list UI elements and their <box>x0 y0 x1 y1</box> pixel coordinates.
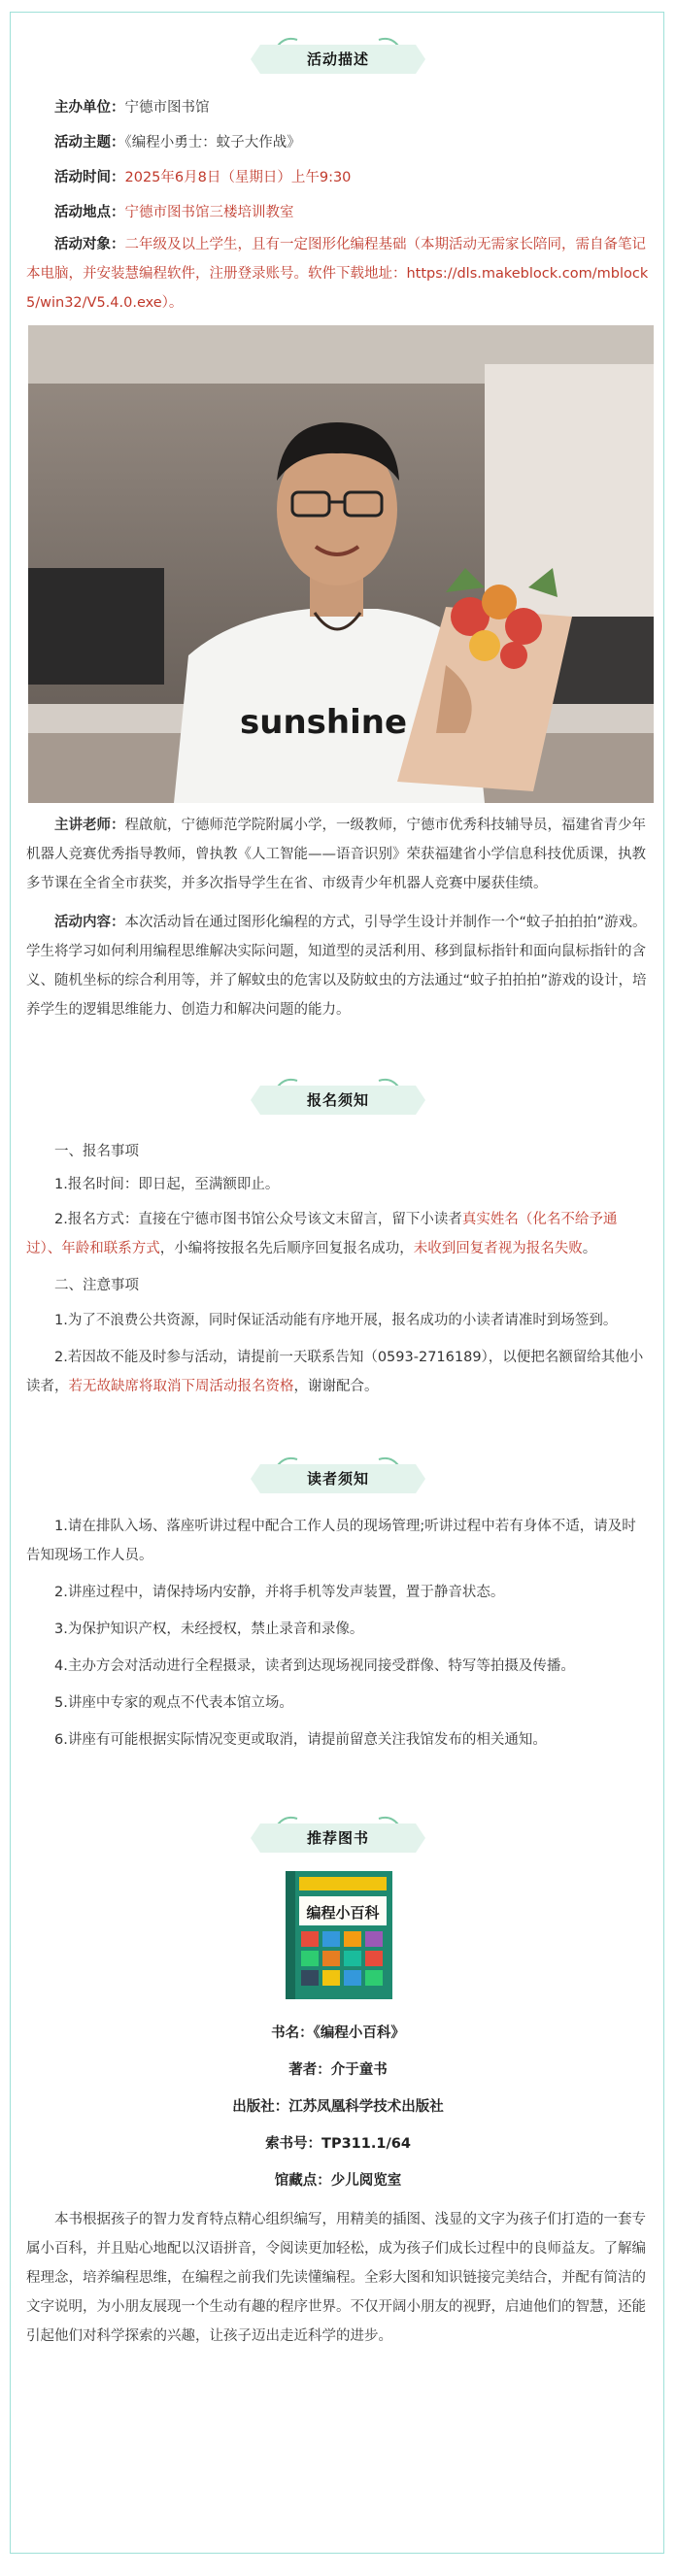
theme-value: 《编程小勇士：蚊子大作战》 <box>124 135 301 151</box>
organizer-row <box>26 90 650 125</box>
book-publisher: 出版社：江苏凤凰科学技术出版社 <box>232 2099 444 2115</box>
book-location: 馆藏点：少儿阅览室 <box>274 2173 402 2189</box>
teacher-paragraph <box>26 811 650 898</box>
place-label: 活动地点： <box>54 205 125 220</box>
teacher-label: 主讲老师： <box>54 818 125 833</box>
section-heading-reader <box>260 1455 416 1496</box>
signup-part1-title: 一、报名事项 <box>54 1144 139 1159</box>
book-author: 著者：介于童书 <box>288 2062 388 2078</box>
time-value: 2025年6月8日（星期日）上午9:30 <box>124 170 352 185</box>
book-cover-title: 编程小百科 <box>306 1904 380 1922</box>
content-paragraph <box>26 908 650 1024</box>
section-title: 读者须知 <box>306 1470 369 1488</box>
time-label: 活动时间： <box>54 170 125 185</box>
place-row <box>26 195 650 230</box>
teacher-bio: 程啟航，宁德师范学院附属小学，一级教师，宁德市优秀科技辅导员，福建省青少年机器人竞赛优秀指导教师，曾执教《人工智能——语音识别》荣获福建省小学信息科技优质课，执教多节课在全省全市获奖，并多次指导学生在省、市级青少年机器人竞赛中屡获佳绩。 <box>26 818 646 891</box>
signup-note-2: 2.若因故不能及时参与活动，请提前一天联系告知（0593-2716189），以便把名额留给其他小读者，若无故缺席将取消下周活动报名资格，谢谢配合。 <box>26 1350 644 1394</box>
signup-part2-title: 二、注意事项 <box>54 1278 139 1293</box>
reader-item: 2.讲座过程中，请保持场内安静，并将手机等发声装置，置于静音状态。 <box>54 1585 505 1600</box>
target-value: 二年级及以上学生，且有一定图形化编程基础（本期活动无需家长陪同，需自备笔记本电脑，并安装慧编程软件，注册登录账号。软件下载地址：https://dls.makeblock.com/mblock5/win32/V5.4.0.exe）。 <box>26 237 649 311</box>
book-description: 本书根据孩子的智力发育特点精心组织编写，用精美的插图、浅显的文字为孩子们打造的一套专属小百科，并且贴心地配以汉语拼音，令阅读更加轻松，成为孩子们成长过程中的良师益友。了解编程理念，培养编程思维，在编程之前我们先读懂编程。全彩大图和知识链接完美结合，并配有简洁的文字说明，为小朋友展现一个生动有趣的程序世界。不仅开阔小朋友的视野，启迪他们的智慧，还能引起他们对科学探索的兴趣，让孩子迈出走近科学的进步。 <box>26 2212 646 2344</box>
signup-item-1: 1.报名时间：即日起，至满额即止。 <box>54 1177 280 1192</box>
section-title: 报名须知 <box>306 1091 369 1109</box>
content-label: 活动内容： <box>54 915 125 930</box>
theme-row <box>26 125 650 160</box>
book-call-number: 索书号：TP311.1/64 <box>265 2136 411 2152</box>
organizer-label: 主办单位： <box>54 100 125 116</box>
signup-note-1: 1.为了不浪费公共资源，同时保证活动能有序地开展，报名成功的小读者请准时到场签到。 <box>54 1313 618 1328</box>
section-title: 推荐图书 <box>306 1829 369 1847</box>
target-label: 活动对象： <box>54 237 125 252</box>
time-row <box>26 160 650 195</box>
target-row <box>26 230 650 318</box>
place-value: 宁德市图书馆三楼培训教室 <box>124 205 294 220</box>
signup-item-2: 2.报名方式：直接在宁德市图书馆公众号该文末留言，留下小读者真实姓名（化名不给予通过）、年龄和联系方式，小编将按报名先后顺序回复报名成功，未收到回复者视为报名失败。 <box>26 1212 618 1256</box>
reader-item: 1.请在排队入场、落座听讲过程中配合工作人员的现场管理;听讲过程中若有身体不适，请及时告知现场工作人员。 <box>26 1519 636 1563</box>
shirt-text: sunshine <box>240 703 408 742</box>
teacher-photo <box>28 325 654 803</box>
reader-item: 5.讲座中专家的观点不代表本馆立场。 <box>54 1695 293 1711</box>
reader-item: 3.为保护知识产权，未经授权，禁止录音和录像。 <box>54 1622 364 1637</box>
organizer-value: 宁德市图书馆 <box>124 100 210 116</box>
reader-item: 4.主办方会对活动进行全程摄录，读者到达现场视同接受群像、特写等拍摄及传播。 <box>54 1658 575 1674</box>
book-title: 书名：《编程小百科》 <box>271 2025 405 2041</box>
section-heading-signup <box>260 1077 416 1118</box>
section-heading-book <box>260 1815 416 1856</box>
reader-item: 6.讲座有可能根据实际情况变更或取消，请提前留意关注我馆发布的相关通知。 <box>54 1732 547 1748</box>
section-title: 活动描述 <box>306 50 369 68</box>
book-cover-image <box>280 1867 396 2003</box>
page-frame <box>10 12 664 2554</box>
theme-label: 活动主题： <box>54 135 125 151</box>
content-text: 本次活动旨在通过图形化编程的方式，引导学生设计并制作一个“蚊子拍拍拍”游戏。学生将学习如何利用编程思维解决实际问题，知道型的灵活利用、移到鼠标指针和面向鼠标指针的含义、随机坐标的综合利用等，并了解蚊虫的危害以及防蚊虫的方法通过“蚊子拍拍拍”游戏的设计，培养学生的逻辑思维能力、创造力和解决问题的能力。 <box>26 915 647 1018</box>
section-heading-activity <box>260 36 416 77</box>
